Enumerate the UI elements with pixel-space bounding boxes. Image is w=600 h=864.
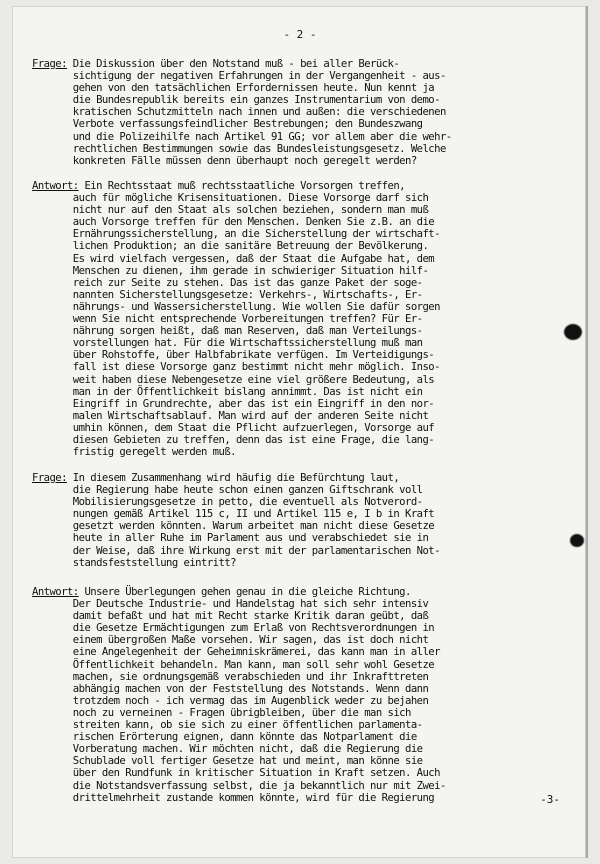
text-line [32, 204, 572, 216]
text-line [32, 192, 572, 204]
line-text: Der Deutsche Industrie- und Handelstag hat sich sehr intensiv [32, 598, 429, 611]
line-text: wenn Sie nicht entsprechende Vorbereitungen treffen? Für Er- [32, 313, 423, 326]
line-text: gesetzt werden könnten. Warum arbeitet man nicht diese Gesetze [32, 520, 435, 533]
text-line [32, 349, 572, 361]
text-line [32, 131, 572, 143]
line-text: umhin können, dem Staat die Pflicht aufzuerlegen, Vorsorge auf [32, 421, 435, 434]
text-line [32, 228, 572, 240]
line-text: eine Angelegenheit der Geheimniskrämerei, das kann man in aller [32, 646, 440, 659]
text-line [32, 484, 572, 496]
text-line [32, 586, 572, 598]
line-text: Ein Rechtsstaat muß rechtsstaatliche Vorsorgen treffen, [78, 180, 405, 192]
text-line [32, 743, 572, 755]
question-block-2 [32, 472, 572, 569]
text-line [32, 143, 572, 155]
line-text: nannten Sicherstellungsgesetze: Verkehrs-, Wirtschafts-, Er- [32, 288, 423, 301]
text-line [32, 386, 572, 398]
text-line [32, 265, 572, 277]
text-line [32, 434, 572, 446]
line-text: nicht nur auf den Staat als solchen beziehen, sondern man muß [32, 204, 429, 217]
answer-block-2 [32, 586, 572, 804]
page-number: - 2 - [283, 28, 317, 41]
text-line [32, 472, 572, 484]
line-text: Öffentlichkeit behandeln. Man kann, man soll sehr wohl Gesetze [32, 658, 435, 671]
line-text: kratischen Schutzmitteln nach innen und außen: die verschiedenen [32, 106, 446, 119]
line-text: man in der Öffentlichkeit bislang annimmt. Das ist nicht ein [32, 385, 423, 398]
text-line [32, 337, 572, 349]
text-line [32, 598, 572, 610]
text-line [32, 520, 572, 532]
line-text: Ernährungssicherstellung, an die Sicherstellung der wirtschaft- [32, 228, 440, 241]
speaker-label: Antwort: [32, 586, 79, 598]
text-line [32, 155, 572, 167]
line-text: trotzdem noch - ich vermag das im Augenblick weder zu bejahen [32, 694, 429, 707]
text-line [32, 646, 572, 658]
line-text: auch für mögliche Krisensituationen. Diese Vorsorge darf sich [32, 192, 429, 205]
text-line [32, 707, 572, 719]
text-line [32, 277, 572, 289]
line-text: machen, sie ordnungsgemäß verabschieden und ihr Inkrafttreten [32, 670, 429, 683]
line-text: über den Rundfunk in kritischer Situation in Kraft setzen. Auch [32, 767, 440, 780]
text-line [32, 557, 572, 569]
line-text: vorstellungen hat. Für die Wirtschaftssicherstellung muß man [32, 337, 423, 350]
text-line [32, 70, 572, 82]
line-text: reich zur Seite zu stehen. Das ist das ganze Paket der soge- [32, 276, 423, 289]
text-line [32, 671, 572, 683]
text-line [32, 496, 572, 508]
text-line [32, 634, 572, 646]
line-text: rischen Erörterung eignen, dann könnte das Notparlament die [32, 731, 417, 744]
text-line [32, 622, 572, 634]
text-line [32, 361, 572, 373]
scan-edge [585, 6, 588, 858]
line-text: über Rohstoffe, über Halbfabrikate verfügen. Im Verteidigungs- [32, 349, 435, 362]
text-line [32, 719, 572, 731]
question-block-1 [32, 58, 572, 167]
text-line [32, 731, 572, 743]
next-page-reference: -3- [540, 793, 560, 806]
text-line [32, 94, 572, 106]
text-line [32, 659, 572, 671]
text-line [32, 755, 572, 767]
ink-blot [570, 534, 584, 547]
text-line [32, 683, 572, 695]
line-text: die Bundesrepublik bereits ein ganzes Instrumentarium von demo- [32, 94, 440, 107]
speaker-label: Frage: [32, 58, 67, 70]
line-text: die Regierung habe heute schon einen ganzen Giftschrank voll [32, 484, 423, 497]
line-text: und die Polizeihilfe nach Artikel 91 GG; vor allem aber die wehr- [32, 130, 452, 143]
line-text: noch zu verneinen - Fragen übrigbleiben, über die man sich [32, 706, 411, 719]
line-text: fall ist diese Vorsorge ganz bestimmt nicht mehr möglich. Inso- [32, 361, 440, 374]
text-line [32, 695, 572, 707]
text-line [32, 216, 572, 228]
line-text: Mobilisierungsgesetze in petto, die eventuell als Notverord- [32, 496, 423, 509]
line-text: lichen Produktion; an die sanitäre Betreuung der Bevölkerung. [32, 240, 429, 253]
line-text: rechtlichen Bestimmungen sowie das Bundesleistungsgesetz. Welche [32, 142, 446, 155]
line-text: heute in aller Ruhe im Parlament aus und verabschiedet sie in [32, 532, 429, 545]
line-text: die Notstandsverfassung selbst, die ja bekanntlich nur mit Zwei- [32, 779, 446, 792]
text-line [32, 780, 572, 792]
line-text: nungen gemäß Artikel 115 c, II und Artikel 115 e, I b in Kraft [32, 508, 435, 521]
line-text: konkreten Fälle müssen denn überhaupt noch geregelt werden? [32, 154, 417, 167]
text-line [32, 398, 572, 410]
line-text: Eingriff in Grundrechte, aber das ist ein Eingriff in den nor- [32, 397, 435, 410]
line-text: weit haben diese Nebengesetze eine viel größere Bedeutung, als [32, 373, 435, 386]
line-text: Unsere Überlegungen gehen genau in die gleiche Richtung. [78, 586, 411, 598]
text-line [32, 610, 572, 622]
speaker-label: Frage: [32, 472, 67, 484]
line-text: Menschen zu dienen, ihm gerade in schwieriger Situation hilf- [32, 264, 429, 277]
line-text: der Weise, daß ihre Wirkung erst mit der parlamentarischen Not- [32, 544, 440, 557]
text-line [32, 792, 572, 804]
text-line [32, 313, 572, 325]
line-text: diesen Gebieten zu treffen, denn das ist eine Frage, die lang- [32, 433, 435, 446]
line-text: nährung sorgen heißt, daß man Reserven, daß man Verteilungs- [32, 325, 423, 338]
text-line [32, 289, 572, 301]
line-text: In diesem Zusammenhang wird häufig die Befürchtung laut, [66, 472, 400, 484]
line-text: standsfeststellung eintritt? [32, 556, 236, 569]
text-line [32, 106, 572, 118]
line-text: gehen von den tatsächlichen Erfordernissen heute. Nun kennt ja [32, 82, 435, 95]
text-line [32, 422, 572, 434]
text-line [32, 446, 572, 458]
text-line [32, 58, 572, 70]
line-text: fristig geregelt werden muß. [32, 446, 236, 459]
text-line [32, 301, 572, 313]
line-text: Schublade voll fertiger Gesetze hat und meint, man könne sie [32, 755, 423, 768]
line-text: damit befaßt und hat mit Recht starke Kritik daran geübt, daß [32, 610, 429, 623]
document-page [12, 6, 588, 858]
line-text: abhängig machen von der Feststellung des Notstands. Wenn dann [32, 682, 429, 695]
line-text: Es wird vielfach vergessen, daß der Staat die Aufgabe hat, dem [32, 252, 435, 265]
text-line [32, 508, 572, 520]
speaker-label: Antwort: [32, 180, 79, 192]
line-text: Verbote verfassungsfeindlicher Bestrebungen; den Bundeszwang [32, 118, 423, 131]
text-line [32, 253, 572, 265]
line-text: streiten kann, ob sie sich zu einer öffentlichen parlamenta- [32, 719, 423, 732]
text-line [32, 767, 572, 779]
line-text: sichtigung der negativen Erfahrungen in der Vergangenheit - aus- [32, 70, 446, 83]
text-line [32, 118, 572, 130]
answer-block-1 [32, 180, 572, 458]
text-line [32, 240, 572, 252]
line-text: drittelmehrheit zustande kommen könnte, wird für die Regierung [32, 791, 435, 804]
line-text: einem übergroßen Maße vorsehen. Wir sagen, das ist doch nicht [32, 634, 429, 647]
ink-blot [564, 324, 582, 340]
text-line [32, 82, 572, 94]
text-line [32, 545, 572, 557]
line-text: die Gesetze Ermächtigungen zum Erlaß von Rechtsverordnungen in [32, 622, 435, 635]
text-line [32, 180, 572, 192]
text-line [32, 410, 572, 422]
text-line [32, 374, 572, 386]
line-text: auch Vorsorge treffen für den Menschen. Denken Sie z.B. an die [32, 216, 435, 229]
line-text: Vorberatung machen. Wir möchten nicht, daß die Regierung die [32, 743, 423, 756]
text-line [32, 532, 572, 544]
line-text: malen Wirtschaftsablauf. Man wird auf der anderen Seite nicht [32, 409, 429, 422]
line-text: Die Diskussion über den Notstand muß - bei aller Berück- [66, 58, 400, 70]
text-line [32, 325, 572, 337]
line-text: nährungs- und Wassersicherstellung. Wie wollen Sie dafür sorgen [32, 300, 440, 313]
